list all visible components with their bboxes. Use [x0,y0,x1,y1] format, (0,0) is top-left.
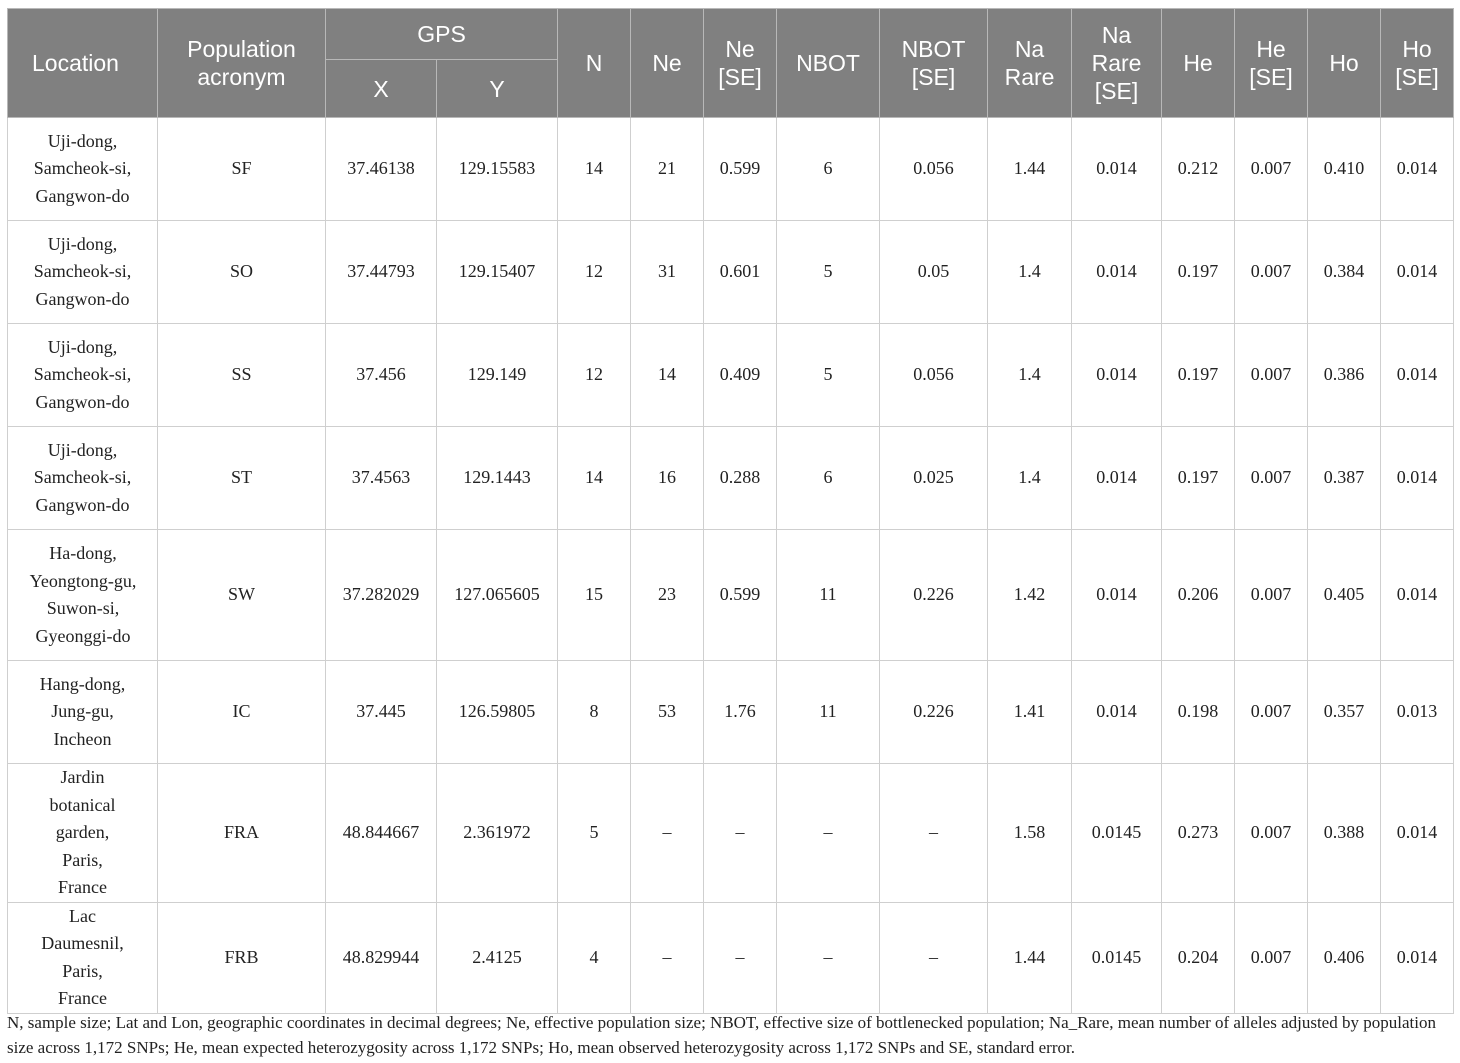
cell-ne-se: 0.601 [704,221,777,324]
cell-ne-se: 0.288 [704,427,777,530]
cell-location [8,118,158,221]
cell-ho-se: 0.014 [1381,427,1454,530]
cell-nbot-se: 0.025 [880,427,988,530]
cell-na-rare: 1.42 [988,530,1072,661]
cell-he-se: 0.007 [1235,530,1308,661]
header-ne: Ne [631,9,704,118]
location-text: Lac Daumesnil, Paris, France [41,905,124,1008]
cell-n: 8 [558,661,631,764]
cell-he: 0.198 [1162,661,1235,764]
table-row [8,221,1454,324]
cell-gps-x: 37.456 [326,324,437,427]
location-text: Hang-dong, Jung-gu, Incheon [39,673,126,749]
cell-ho: 0.410 [1308,118,1381,221]
cell-na-rare-se: 0.014 [1072,661,1162,764]
table-footnote: N, sample size; Lat and Lon, geographic coordinates in decimal degrees; Ne, effective population size; NBOT, effective size of bottlenecked population; Na_Rare, mean number of alleles adjusted by population size across 1,172 SNPs; He, mean expected heterozygosity across 1,172 SNPs; Ho, mean observed heterozygosity across 1,172 SNPs and SE, standard error. [7,1013,1436,1057]
cell-na-rare-se: 0.014 [1072,427,1162,530]
location-text: Uji-dong, Samcheok-si, Gangwon-do [33,130,132,206]
cell-n: 5 [558,764,631,903]
cell-he: 0.273 [1162,764,1235,903]
cell-gps-y: 2.361972 [437,764,558,903]
header-he: He [1162,9,1235,118]
table-row [8,902,1454,1013]
cell-ne-se: 1.76 [704,661,777,764]
cell-nbot: 5 [777,324,880,427]
cell-nbot: 11 [777,530,880,661]
header-na-rare: Na Rare [988,9,1072,118]
header-ho-se: Ho [SE] [1381,9,1454,118]
cell-ne: 14 [631,324,704,427]
location-text: Uji-dong, Samcheok-si, Gangwon-do [33,336,132,412]
cell-he: 0.197 [1162,221,1235,324]
header-he-se: He [SE] [1235,9,1308,118]
cell-gps-x: 37.4563 [326,427,437,530]
cell-population-acronym: FRA [158,764,326,903]
cell-na-rare-se: 0.014 [1072,221,1162,324]
data-table [7,8,1454,1014]
cell-location [8,221,158,324]
cell-nbot-se: 0.05 [880,221,988,324]
cell-location [8,764,158,903]
cell-nbot: 5 [777,221,880,324]
cell-he: 0.206 [1162,530,1235,661]
cell-location [8,902,158,1013]
table-row [8,427,1454,530]
cell-na-rare-se: 0.014 [1072,324,1162,427]
cell-ne-se: 0.599 [704,530,777,661]
header-population-acronym: Population acronym [158,9,326,118]
cell-he-se: 0.007 [1235,324,1308,427]
header-na-rare-se: Na Rare [SE] [1072,9,1162,118]
table-header [8,9,1454,118]
cell-population-acronym: IC [158,661,326,764]
location-text: Ha-dong, Yeongtong-gu, Suwon-si, Gyeonggi-do [29,543,137,646]
cell-n: 14 [558,427,631,530]
cell-nbot-se: 0.226 [880,530,988,661]
cell-nbot-se: 0.226 [880,661,988,764]
cell-ne: 21 [631,118,704,221]
cell-na-rare-se: 0.014 [1072,118,1162,221]
cell-ho: 0.386 [1308,324,1381,427]
cell-location [8,324,158,427]
cell-gps-y: 126.59805 [437,661,558,764]
cell-ho: 0.387 [1308,427,1381,530]
cell-n: 15 [558,530,631,661]
cell-he-se: 0.007 [1235,221,1308,324]
cell-na-rare-se: 0.0145 [1072,902,1162,1013]
cell-population-acronym: SS [158,324,326,427]
cell-na-rare: 1.41 [988,661,1072,764]
cell-ho-se: 0.014 [1381,118,1454,221]
location-text: Jardin botanical garden, Paris, France [49,767,116,897]
table-body [8,118,1454,1014]
cell-gps-x: 48.829944 [326,902,437,1013]
cell-population-acronym: SF [158,118,326,221]
cell-location [8,661,158,764]
header-gps-x: X [326,60,437,118]
cell-gps-y: 129.1443 [437,427,558,530]
table-row [8,530,1454,661]
cell-na-rare-se: 0.0145 [1072,764,1162,903]
cell-ne-se: 0.599 [704,118,777,221]
cell-he: 0.212 [1162,118,1235,221]
header-gps-y: Y [437,60,558,118]
cell-nbot: 6 [777,427,880,530]
header-n: N [558,9,631,118]
cell-na-rare-se: 0.014 [1072,530,1162,661]
cell-na-rare: 1.4 [988,324,1072,427]
cell-location [8,530,158,661]
cell-population-acronym: ST [158,427,326,530]
cell-ho: 0.406 [1308,902,1381,1013]
cell-he: 0.204 [1162,902,1235,1013]
cell-gps-x: 37.282029 [326,530,437,661]
cell-ne: – [631,902,704,1013]
cell-ho-se: 0.014 [1381,221,1454,324]
cell-gps-y: 127.065605 [437,530,558,661]
cell-gps-x: 37.44793 [326,221,437,324]
cell-gps-y: 129.15407 [437,221,558,324]
cell-ho-se: 0.013 [1381,661,1454,764]
cell-ho-se: 0.014 [1381,530,1454,661]
location-text: Uji-dong, Samcheok-si, Gangwon-do [33,233,132,309]
header-nbot: NBOT [777,9,880,118]
cell-ne: 31 [631,221,704,324]
table-row [8,118,1454,221]
cell-population-acronym: SO [158,221,326,324]
cell-gps-x: 37.445 [326,661,437,764]
cell-n: 12 [558,324,631,427]
cell-population-acronym: FRB [158,902,326,1013]
header-gps: GPS [326,9,558,60]
cell-na-rare: 1.4 [988,221,1072,324]
cell-he-se: 0.007 [1235,118,1308,221]
cell-n: 4 [558,902,631,1013]
cell-ne-se: – [704,764,777,903]
cell-ne: 23 [631,530,704,661]
cell-ho-se: 0.014 [1381,764,1454,903]
cell-population-acronym: SW [158,530,326,661]
cell-nbot-se: – [880,764,988,903]
cell-he-se: 0.007 [1235,764,1308,903]
header-row-top [8,9,1454,60]
header-ho: Ho [1308,9,1381,118]
cell-nbot: 11 [777,661,880,764]
cell-nbot: 6 [777,118,880,221]
cell-ho-se: 0.014 [1381,324,1454,427]
cell-he: 0.197 [1162,427,1235,530]
cell-ho: 0.388 [1308,764,1381,903]
cell-ne: 53 [631,661,704,764]
cell-ne-se: 0.409 [704,324,777,427]
cell-nbot-se: – [880,902,988,1013]
cell-location [8,427,158,530]
cell-gps-x: 37.46138 [326,118,437,221]
location-text: Uji-dong, Samcheok-si, Gangwon-do [33,439,132,515]
cell-na-rare: 1.44 [988,118,1072,221]
cell-n: 14 [558,118,631,221]
cell-he-se: 0.007 [1235,902,1308,1013]
cell-ne: – [631,764,704,903]
table-container [7,8,1453,1014]
cell-ho: 0.405 [1308,530,1381,661]
header-location: Location [8,9,158,118]
table-row [8,764,1454,903]
cell-nbot: – [777,902,880,1013]
cell-na-rare: 1.58 [988,764,1072,903]
cell-ho-se: 0.014 [1381,902,1454,1013]
cell-ho: 0.357 [1308,661,1381,764]
header-nbot-se: NBOT [SE] [880,9,988,118]
cell-he: 0.197 [1162,324,1235,427]
table-row [8,661,1454,764]
cell-he-se: 0.007 [1235,661,1308,764]
cell-he-se: 0.007 [1235,427,1308,530]
cell-gps-y: 129.149 [437,324,558,427]
cell-ho: 0.384 [1308,221,1381,324]
cell-nbot-se: 0.056 [880,324,988,427]
cell-ne: 16 [631,427,704,530]
cell-na-rare: 1.44 [988,902,1072,1013]
cell-gps-x: 48.844667 [326,764,437,903]
cell-nbot-se: 0.056 [880,118,988,221]
cell-na-rare: 1.4 [988,427,1072,530]
header-ne-se: Ne [SE] [704,9,777,118]
cell-ne-se: – [704,902,777,1013]
cell-gps-y: 2.4125 [437,902,558,1013]
cell-nbot: – [777,764,880,903]
cell-n: 12 [558,221,631,324]
table-row [8,324,1454,427]
cell-gps-y: 129.15583 [437,118,558,221]
